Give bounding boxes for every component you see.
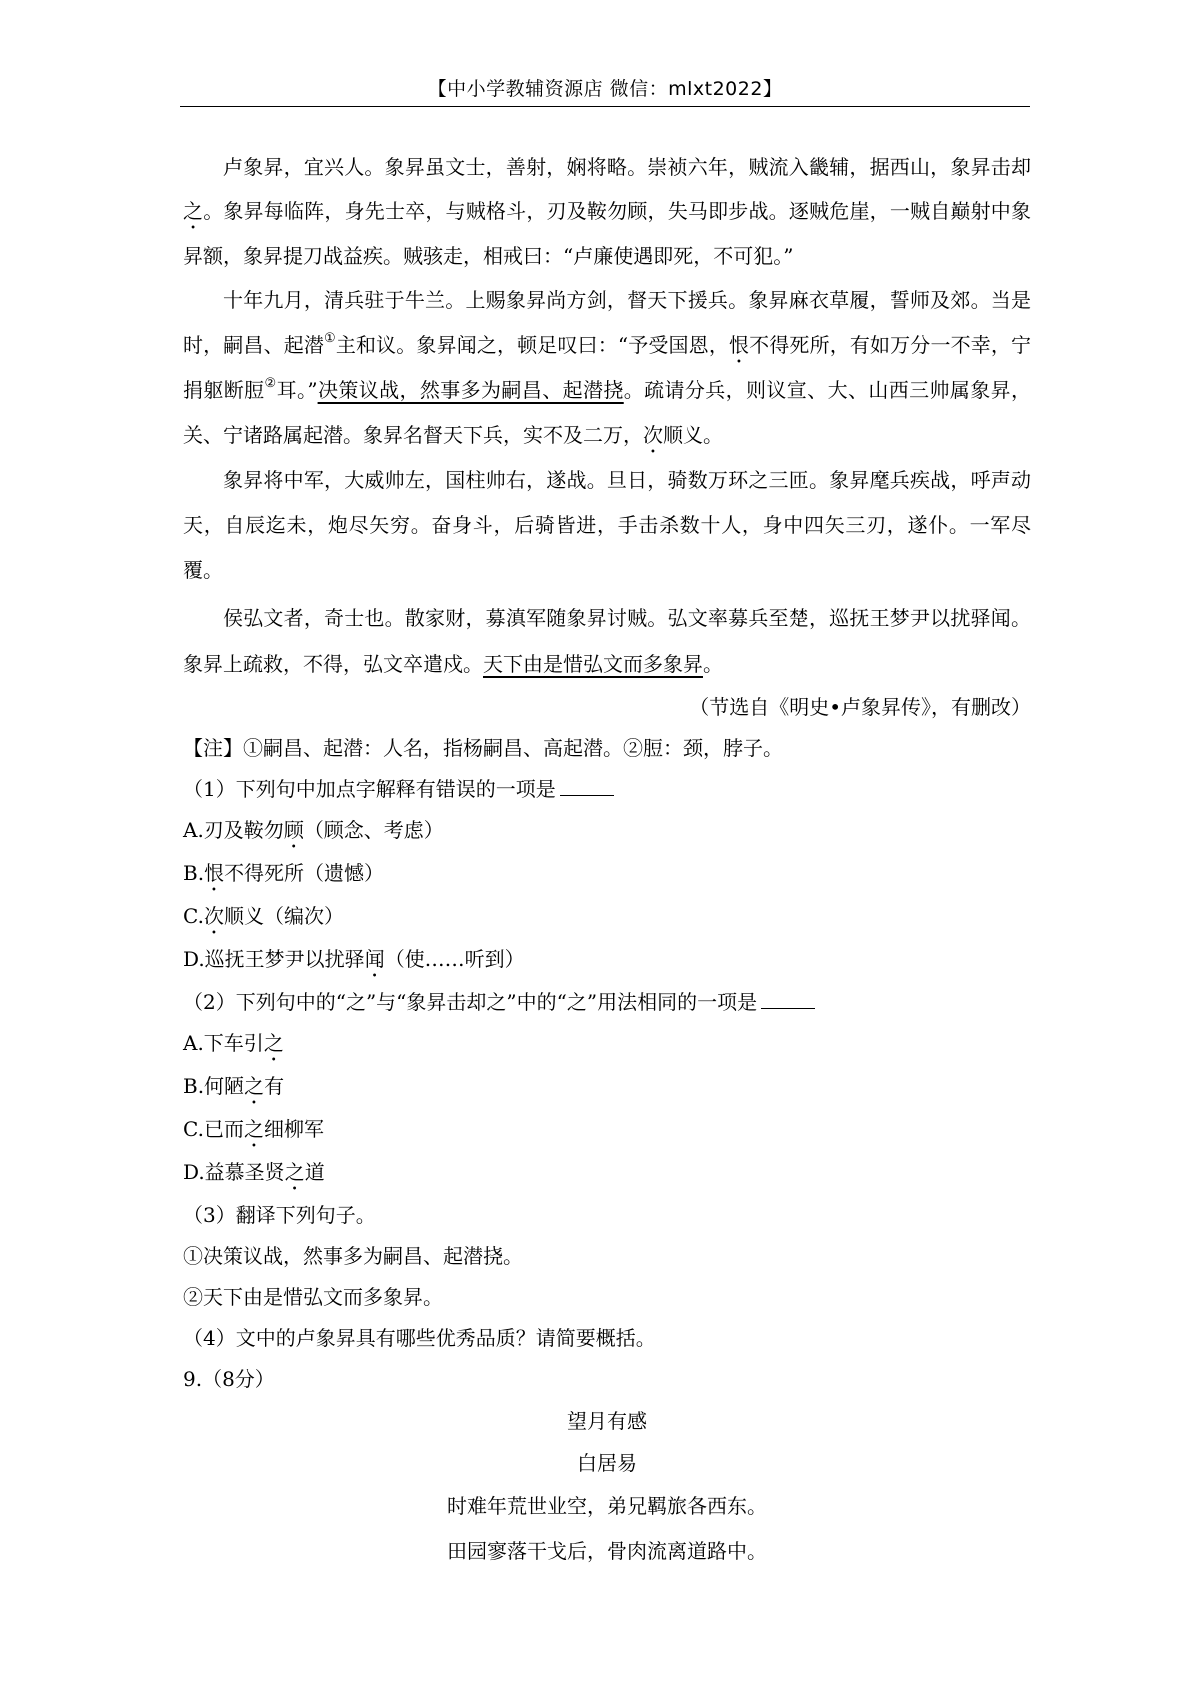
footnote-marker-1: ①: [324, 331, 336, 346]
q3-sentence-2: ②天下由是惜弘文而多象昇。: [183, 1285, 443, 1309]
content: [183, 145, 1031, 1574]
poem-line-1: 时难年荒世业空，弟兄羁旅各西东。: [447, 1494, 767, 1518]
q1-option-a: A.刃及鞍勿顾（顾念、考虑）: [183, 818, 444, 842]
question-3-stem: （3）翻译下列句子。: [183, 1203, 376, 1227]
page-header: 【中小学教辅资源店 微信：mlxt2022】: [427, 78, 783, 100]
q2-option-d: D.益慕圣贤之道: [183, 1160, 325, 1184]
poem-title: 望月有感: [567, 1409, 647, 1433]
question-9-label: 9.（8分）: [183, 1367, 275, 1391]
question-1-stem: （1）下列句中加点字解释有错误的一项是: [183, 769, 1031, 810]
passage-paragraph-1: 卢象昇，宜兴人。象昇虽文士，善射，娴将略。崇祯六年，贼流入畿辅，据西山，象昇击却之。象昇每临阵，身先士卒，与贼格斗，刃及鞍勿顾，失马即步战。逐贼危崖，一贼自巅射中象昇额，象昇提刀战益疾。贼骇走，相戒曰：“卢廉使遇即死，不可犯。”: [183, 155, 1032, 268]
header-divider: [180, 106, 1030, 107]
passage-paragraph-2: 十年九月，清兵驻于牛兰。上赐象昇尚方剑，督天下援兵。象昇麻衣草履，誓师及郊。当是时，嗣昌、起潜①主和议。象昇闻之，顿足叹曰：“予受国恩，恨不得死所，有如万分一不幸，宁捐躯断脰②耳。”决策议战，然事多为嗣昌、起潜挠。疏请分兵，则议宣、大、山西三帅属象昇，关、宁诸路属起潜。象昇名督天下兵，实不及二万，次顺义。: [183, 288, 1032, 447]
q1-option-b: B.恨不得死所（遗憾）: [183, 861, 385, 885]
q2-option-b: B.何陋之有: [183, 1074, 285, 1098]
dotted-char: 次: [643, 423, 663, 447]
dotted-char: 恨: [728, 333, 750, 357]
q2-option-a: A.下车引之: [183, 1031, 284, 1055]
question-4-stem: （4）文中的卢象昇具有哪些优秀品质？请简要概括。: [183, 1326, 656, 1350]
q1-option-d: D.巡抚王梦尹以扰驿闻（使……听到）: [183, 947, 525, 971]
q3-sentence-1: ①决策议战，然事多为嗣昌、起潜挠。: [183, 1244, 523, 1268]
poem-line-2: 田园寥落干戈后，骨肉流离道路中。: [447, 1539, 767, 1563]
footnote: 【注】①嗣昌、起潜：人名，指杨嗣昌、高起潜。②脰：颈，脖子。: [183, 736, 783, 760]
question-2-stem: （2）下列句中的“之”与“象昇击却之”中的“之”用法相同的一项是: [183, 982, 1031, 1023]
underlined-sentence-2: 天下由是惜弘文而多象昇: [483, 652, 703, 676]
passage-paragraph-3: 象昇将中军，大威帅左，国柱帅右，遂战。旦日，骑数万环之三匝。象昇麾兵疾战，呼声动天，自辰迄未，炮尽矢穷。奋身斗，后骑皆进，手击杀数十人，身中四矢三刃，遂仆。一军尽覆。: [183, 468, 1031, 582]
q1-option-c: C.次顺义（编次）: [183, 904, 344, 928]
answer-blank: [560, 781, 614, 796]
passage-paragraph-4: 侯弘文者，奇士也。散家财，募滇军随象昇讨贼。弘文率募兵至楚，巡抚王梦尹以扰驿闻。象昇上疏救，不得，弘文卒遣戍。天下由是惜弘文而多象昇。: [183, 606, 1031, 676]
poem-author: 白居易: [577, 1451, 637, 1475]
dotted-char: 之: [183, 199, 204, 223]
underlined-sentence-1: 决策议战，然事多为嗣昌、起潜挠: [317, 378, 624, 402]
answer-blank: [761, 994, 815, 1009]
q2-option-c: C.已而之细柳军: [183, 1117, 324, 1141]
passage-source: （节选自《明史•卢象昇传》，有删改）: [689, 695, 1031, 719]
footnote-marker-2: ②: [264, 376, 277, 391]
